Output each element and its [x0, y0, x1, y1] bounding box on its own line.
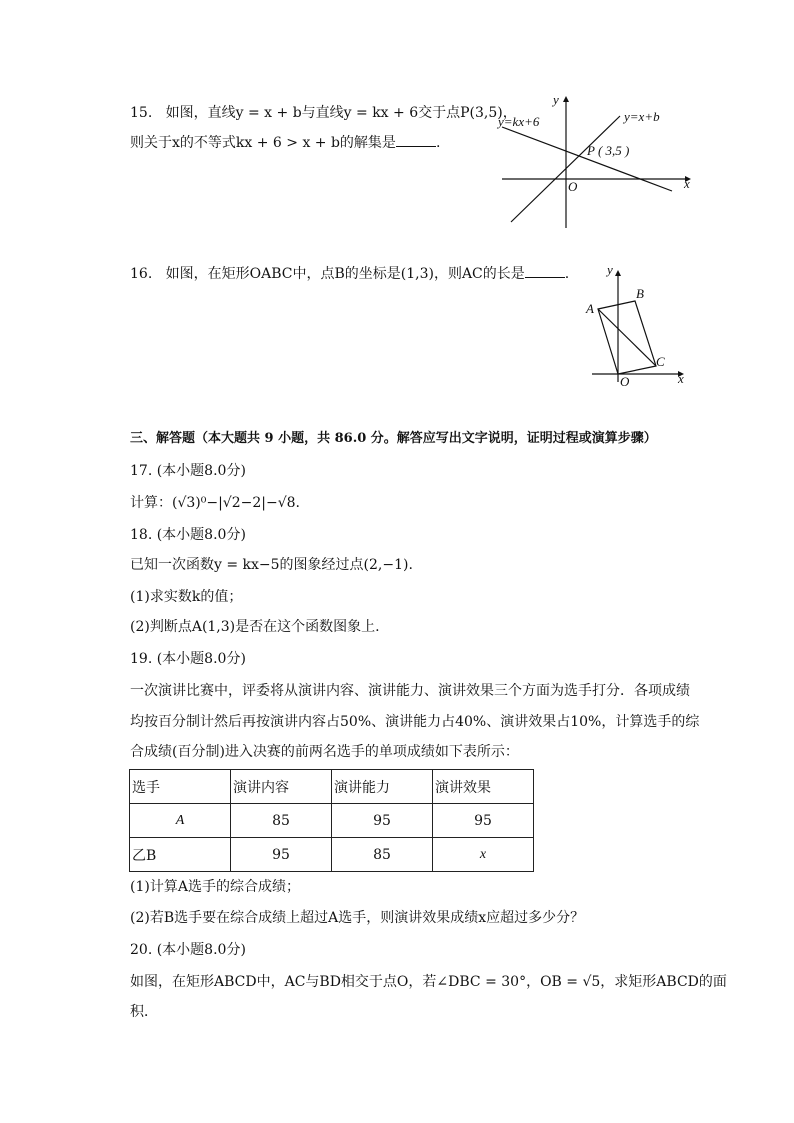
q15-figure: [490, 90, 700, 235]
table-cell: A: [130, 804, 231, 838]
label-c: C: [656, 354, 665, 369]
q19-para2: 均按百分制计然后再按演讲内容占50%、演讲能力占40%、演讲效果占10%，计算选手的综: [130, 714, 700, 730]
label-line-kx: y=kx+6: [498, 114, 540, 129]
q16-number: 16.: [130, 266, 153, 282]
label-origin: O: [568, 179, 578, 194]
label-origin: O: [620, 374, 630, 389]
q16-text: 如图，在矩形OABC中，点B的坐标是(1,3)，则AC的长是: [165, 266, 525, 282]
q19-header: 19. (本小题8.0分): [130, 651, 246, 667]
table-cell: 95: [231, 838, 332, 872]
table-header-cell: 演讲效果: [433, 770, 534, 804]
y-arrow-icon: [615, 270, 621, 276]
table-cell: 85: [231, 804, 332, 838]
q15-line1: [130, 103, 517, 123]
label-x: x: [678, 371, 684, 386]
label-y: y: [607, 262, 613, 277]
q20-text-2: 积．: [130, 1004, 158, 1020]
q15-line2: [130, 133, 440, 153]
table-cell: x: [433, 838, 534, 872]
q16-figure: [580, 262, 690, 392]
q19-para3: 合成绩(百分制)进入决赛的前两名选手的单项成绩如下表所示：: [130, 744, 519, 760]
q16-period: .: [564, 266, 570, 282]
q20-header: 20. (本小题8.0分): [130, 942, 246, 958]
answer-blank[interactable]: [396, 134, 436, 147]
table-header-cell: 选手: [130, 770, 231, 804]
q18-part2: (2)判断点A(1,3)是否在这个函数图象上.: [130, 619, 380, 635]
q18-part1: (1)求实数k的值；: [130, 589, 243, 605]
label-x: x: [684, 176, 690, 191]
table-cell: 85: [332, 838, 433, 872]
table-header-cell: 演讲内容: [231, 770, 332, 804]
q19-part1: (1)计算A选手的综合成绩；: [130, 879, 300, 895]
table-cell: 95: [433, 804, 534, 838]
label-line-xb: y=x+b: [624, 109, 660, 124]
q17-header: 17. (本小题8.0分): [130, 463, 246, 479]
q20-text: 如图，在矩形ABCD中，AC与BD相交于点O，若∠DBC = 30°，OB = √5，求矩形ABCD的面: [130, 974, 727, 990]
table-header-cell: 演讲能力: [332, 770, 433, 804]
table-row: [130, 804, 534, 838]
q17-text: 计算：(√3)⁰−|√2−2|−√8.: [130, 495, 301, 511]
q15-text: 如图，直线y = x + b与直线y = kx + 6交于点P(3,5)，: [165, 105, 517, 121]
table-cell: 乙B: [130, 838, 231, 872]
q15-number: 15.: [130, 105, 153, 121]
label-a: A: [586, 301, 594, 316]
label-point-p: P ( 3,5 ): [587, 143, 630, 158]
q16-line1: [130, 264, 569, 284]
q15-period: .: [435, 135, 441, 151]
section-heading: 三、解答题（本大题共 9 小题，共 86.0 分。解答应写出文字说明，证明过程或演算步骤）: [130, 431, 657, 446]
scores-table: [129, 769, 534, 872]
q18-text: 已知一次函数y = kx−5的图象经过点(2,−1).: [130, 557, 413, 573]
label-y: y: [553, 92, 559, 107]
q18-header: 18. (本小题8.0分): [130, 527, 246, 543]
table-header-row: [130, 770, 534, 804]
table-row: [130, 838, 534, 872]
label-b: B: [636, 286, 644, 301]
y-arrow-icon: [563, 96, 569, 102]
line-kx-plus-6: [502, 127, 672, 191]
answer-blank[interactable]: [525, 265, 565, 278]
q15-text-2: 则关于x的不等式kx + 6 > x + b的解集是: [130, 135, 396, 151]
q19-para1: 一次演讲比赛中，评委将从演讲内容、演讲能力、演讲效果三个方面为选手打分．各项成绩: [130, 683, 690, 699]
table-cell: 95: [332, 804, 433, 838]
q19-part2: (2)若B选手要在综合成绩上超过A选手，则演讲效果成绩x应超过多少分？: [130, 910, 585, 926]
